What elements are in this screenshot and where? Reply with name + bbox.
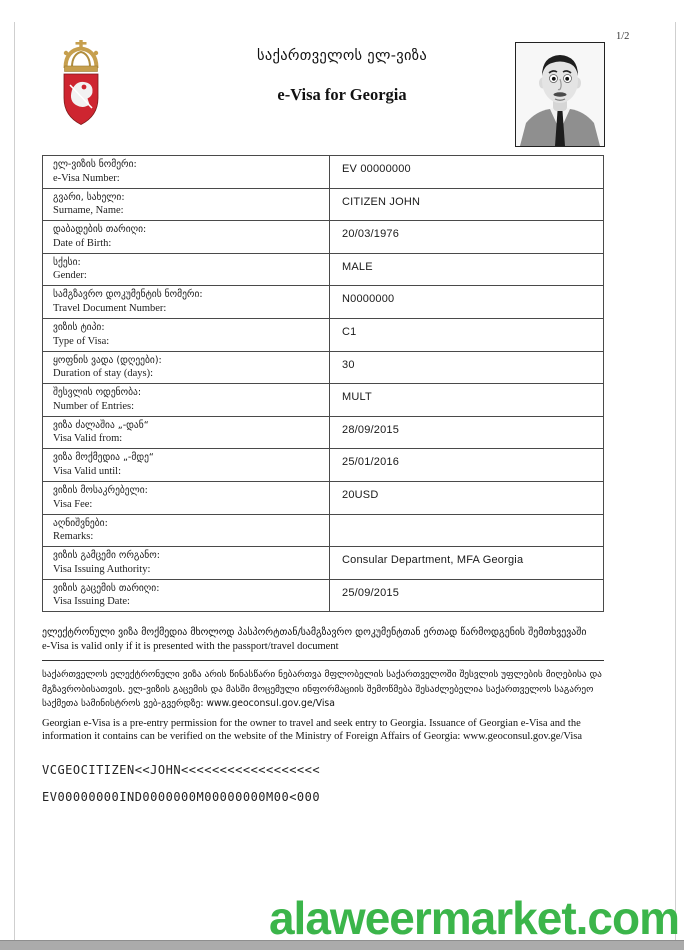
row-value: 25/09/2015 [342,586,400,599]
row-label-en: e-Visa Number: [53,172,120,184]
scan-edge-left [14,22,15,940]
row-label-en: Surname, Name: [53,205,124,217]
info-paragraph-english: Georgian e-Visa is a pre-entry permission for the owner to travel and seek entry to Georgia. Issuance of Georgian e-Visa and the information it contains can be verified on the website of the Ministry of Foreign Affairs of Georgia: www.geoconsul.gov.ge/Visa [42,717,582,742]
machine-readable-zone [42,757,604,811]
table-row-evisa-number [43,156,603,189]
row-label-ka: დაბადების თარიღი: [53,224,147,236]
table-row-issuing-authority [43,547,603,580]
scan-edge-right [675,22,676,940]
row-label-en: Number of Entries: [53,400,135,412]
row-value: N0000000 [342,293,395,306]
row-value: 20USD [342,488,379,501]
row-value: C1 [342,325,357,338]
row-value: CITIZEN JOHN [342,195,421,208]
row-value: EV 00000000 [342,163,411,175]
row-label-en: Visa Valid until: [53,465,122,477]
row-value: Consular Department, MFA Georgia [342,554,524,567]
row-label-en: Visa Fee: [53,498,93,510]
applicant-photo [515,42,605,147]
table-row-number-of-entries [43,384,603,417]
row-label-en: Visa Valid from: [53,433,123,445]
info-paragraph-georgian: საქართველოს ელექტრონული ვიზა არის წინასწარი ნებართვა მფლობელის საქართველოში შესვლის უფლების მიღებისა და მგზავრობისათვის. ელ-ვიზის გაცემის და მასში მოცემული ინფორმაციის შემოწმება შესაძლებელია საქართველოს საგარეო საქმეთა სამინისტროს ვებ-გვერდზე: www.geoconsul.gov.ge/Visa [42,669,602,709]
table-row-remarks [43,515,603,548]
table-row-date-of-birth [43,221,603,254]
row-label-ka: აღნიშვნები: [53,517,108,529]
row-label-ka: ვიზა მოქმედია „-მდე“ [53,452,154,464]
row-label-en: Duration of stay (days): [53,368,154,380]
title-georgian: საქართველოს ელ-ვიზა [257,48,427,64]
row-label-ka: ვიზის ტიპი: [53,321,105,333]
row-label-ka: სამგზავრო დოკუმენტის ნომერი: [53,289,203,301]
row-value: MALE [342,260,373,273]
mrz-line-1: VCGEOCITIZEN<<JOHN<<<<<<<<<<<<<<<<<< [42,762,321,777]
divider-line [42,660,604,661]
validity-note-georgian: ელექტრონული ვიზა მოქმედია მხოლოდ პასპორტთან/სამგზავრო დოკუმენტთან ერთად წარმოდგენის შემთხვევაში [42,627,587,638]
row-label-ka: ვიზის გამცემი ორგანო: [53,550,160,562]
row-value: MULT [342,391,372,404]
visa-details-table [42,155,604,612]
row-label-en: Date of Birth: [53,237,112,249]
document-notes [42,626,604,811]
row-label-ka: ელ-ვიზის ნომერი: [53,159,137,170]
row-value: 28/09/2015 [342,423,400,436]
row-label-en: Remarks: [53,531,94,543]
watermark-text: alaweermarket.com [268,892,679,944]
row-value [330,515,603,547]
table-row-gender [43,254,603,287]
table-row-valid-until [43,449,603,482]
row-label-en: Visa Issuing Date: [53,596,130,608]
mrz-line-2: EV00000000IND0000000M00000000M00<000 [42,789,321,804]
row-label-en: Visa Issuing Authority: [53,563,151,575]
row-value: 30 [342,358,355,371]
validity-note-english: e-Visa is valid only if it is presented with the passport/travel document [42,641,339,652]
table-row-visa-type [43,319,603,352]
table-row-travel-document-number [43,286,603,319]
row-label-en: Travel Document Number: [53,302,167,314]
page-number: 1/2 [616,31,630,42]
row-label-en: Gender: [53,270,87,282]
table-row-issuing-date [43,580,603,612]
row-label-ka: სქესი: [53,256,81,268]
table-row-duration-of-stay [43,352,603,385]
row-label-ka: გვარი, სახელი: [53,191,125,203]
row-label-ka: ვიზის მოსაკრებელი: [53,484,148,496]
row-label-en: Type of Visa: [53,335,110,347]
table-row-visa-fee [43,482,603,515]
row-label-ka: ვიზის გაცემის თარიღი: [53,582,160,594]
title-english: e-Visa for Georgia [277,85,407,104]
table-row-valid-from [43,417,603,450]
row-label-ka: ყოფნის ვადა (დღეები): [53,354,162,366]
row-value: 25/01/2016 [342,456,400,469]
table-row-name [43,189,603,222]
row-label-ka: შესვლის ოდენობა: [53,387,142,399]
row-value: 20/03/1976 [342,228,400,241]
row-label-ka: ვიზა ძალაშია „-დან“ [53,419,149,431]
